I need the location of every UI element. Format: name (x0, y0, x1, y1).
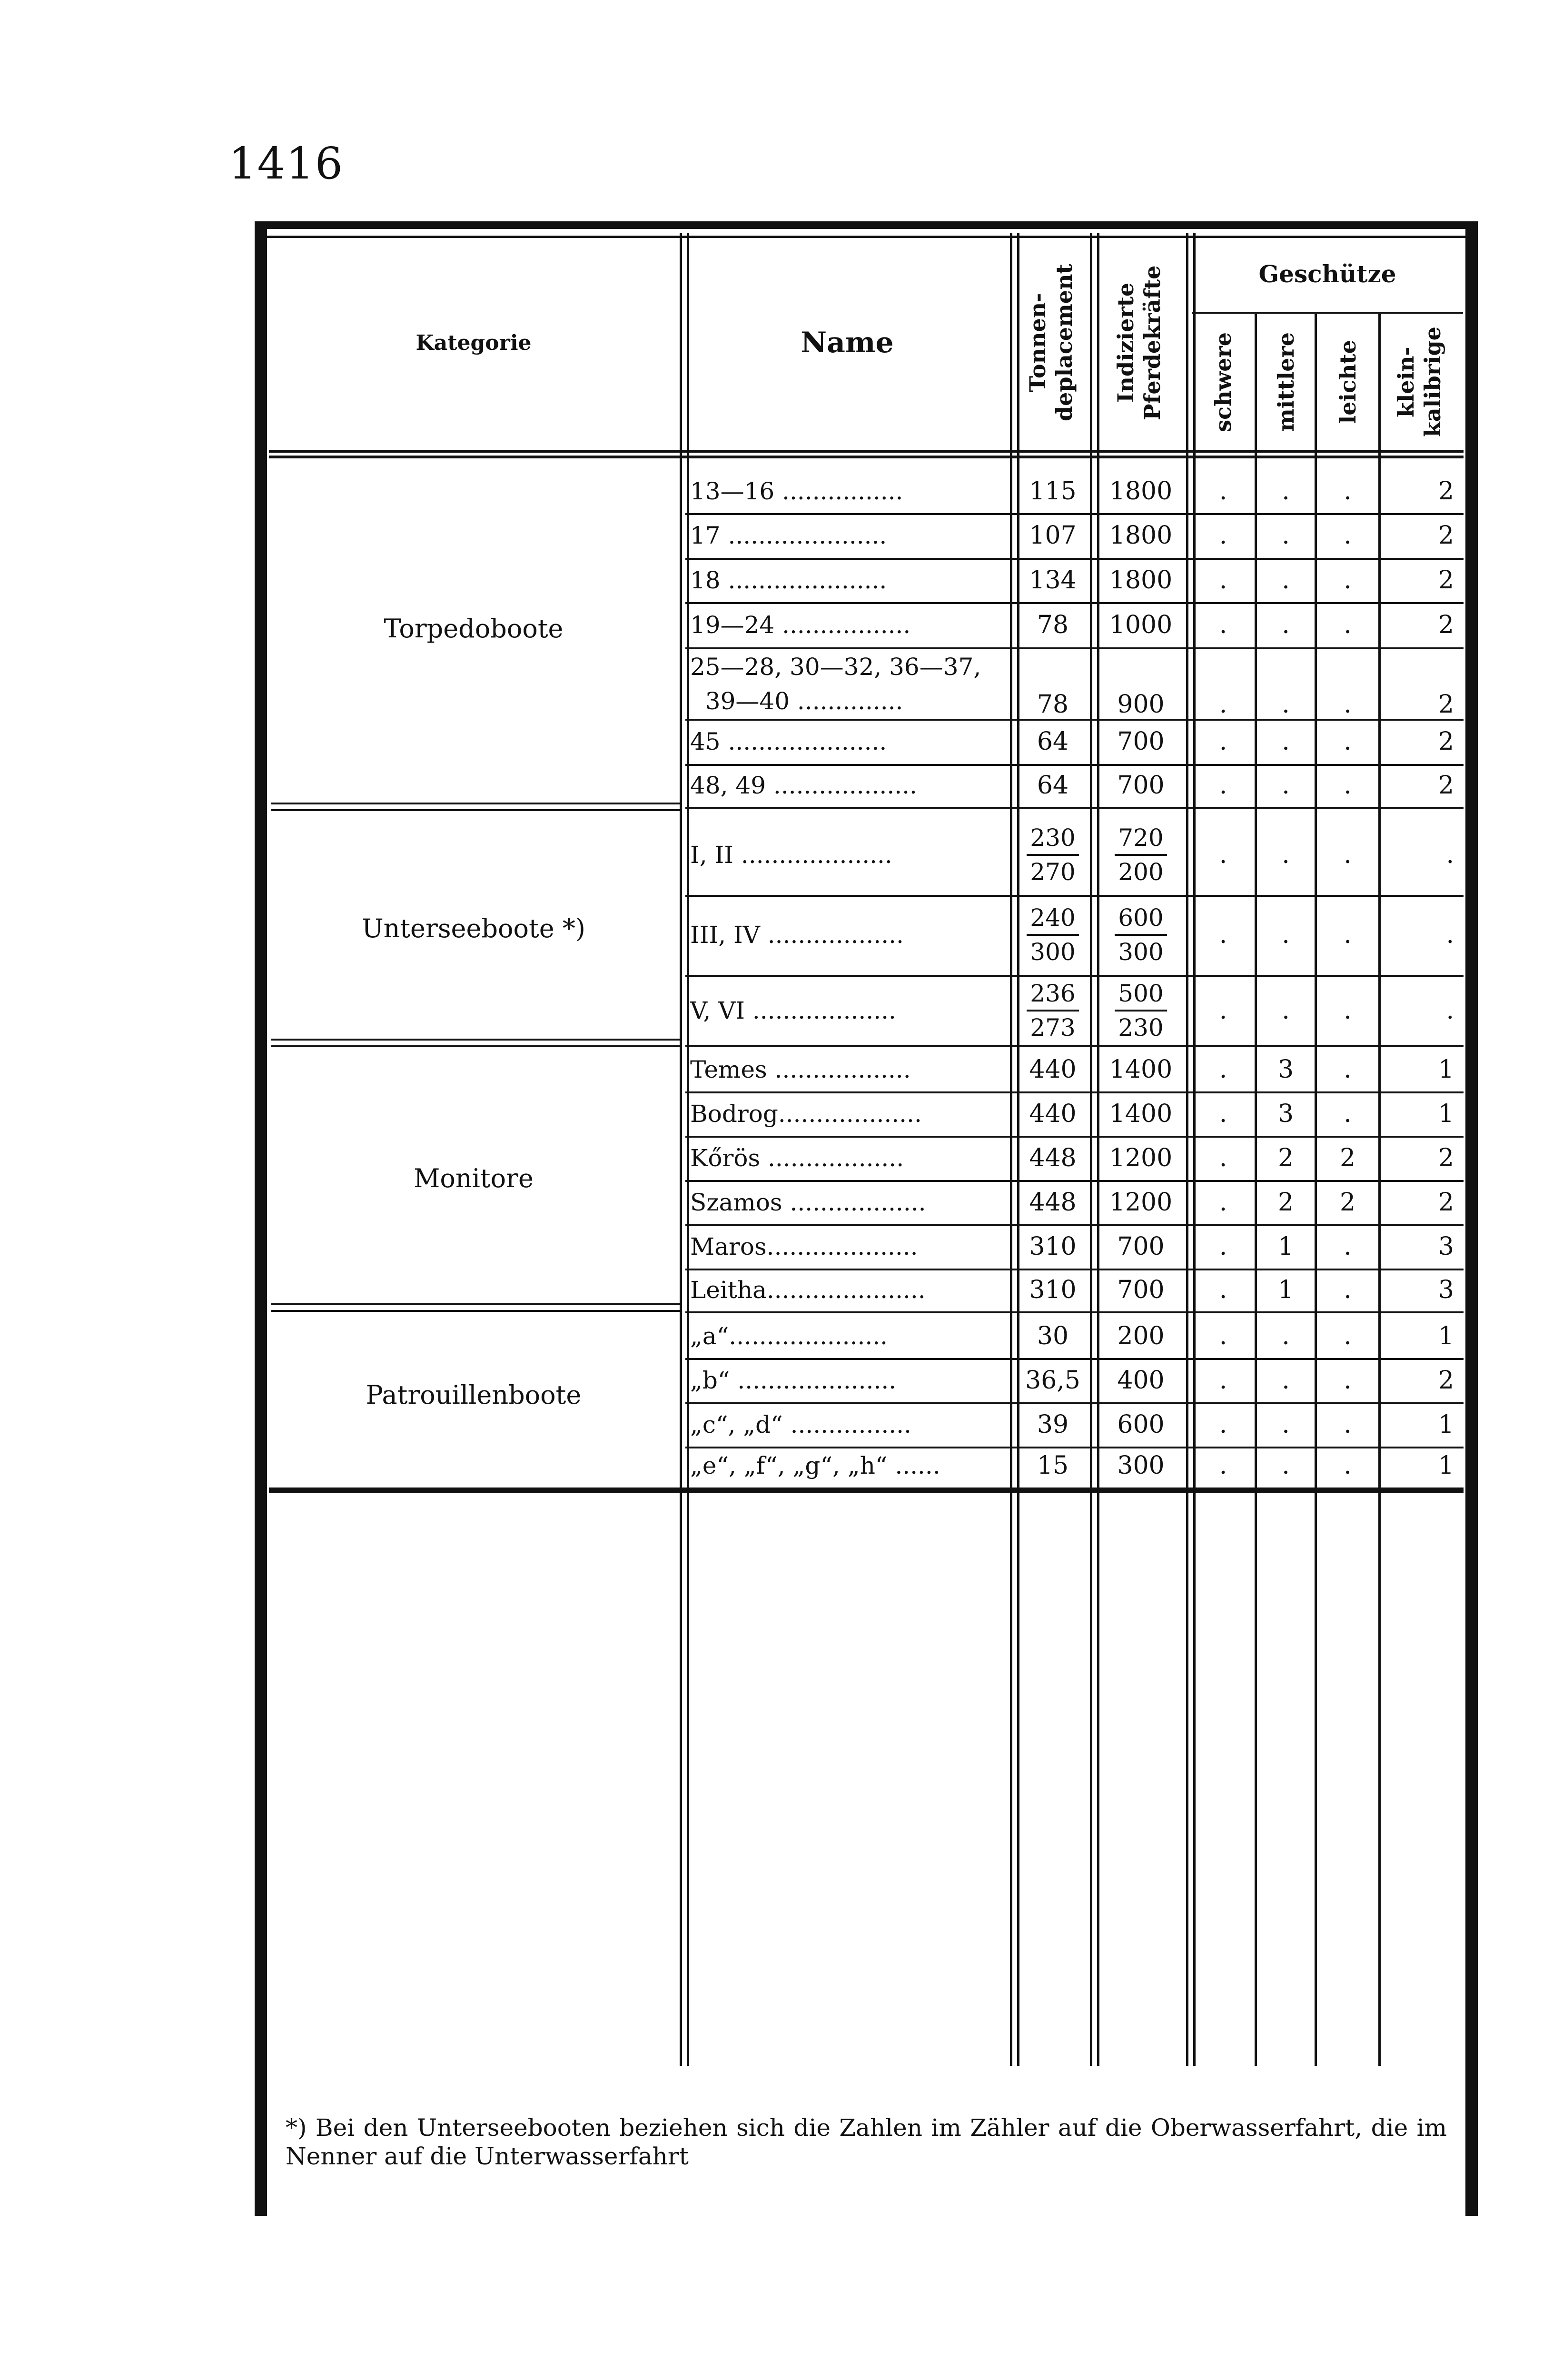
row-guns-light: . (1344, 921, 1352, 949)
horsepower-fraction-numerator: 500 (1118, 979, 1164, 1007)
category-separator (271, 1039, 681, 1041)
row-horsepower: 1400 (1109, 1055, 1173, 1084)
row-horsepower (1096, 895, 1186, 975)
category-separator (271, 803, 681, 804)
table-end-rule (269, 1488, 1464, 1493)
category-torpedoboote: Torpedoboote (384, 613, 564, 644)
row-guns-small: 1 (1438, 1321, 1454, 1350)
row-guns-small: 2 (1438, 521, 1454, 550)
horsepower-fraction-bar (1115, 1010, 1167, 1012)
category-unterseeboote: Unterseeboote *) (362, 913, 585, 943)
row-guns-medium: . (1282, 690, 1290, 719)
row-name: Maros.................... (690, 1232, 918, 1260)
row-tonnage: 448 (1029, 1143, 1077, 1172)
horsepower-fraction-denominator: 230 (1118, 1013, 1164, 1041)
row-guns-light: . (1344, 1321, 1352, 1350)
row-tonnage: 39 (1037, 1410, 1069, 1439)
row-guns-light: . (1344, 1276, 1352, 1304)
row-name: Leitha..................... (690, 1276, 926, 1304)
row-guns-medium: 3 (1277, 1099, 1294, 1128)
tonnage-fraction-bar (1027, 934, 1079, 936)
row-guns-small: 1 (1438, 1410, 1454, 1439)
row-guns-small: 1 (1438, 1099, 1454, 1128)
row-guns-medium: . (1282, 521, 1290, 550)
row-guns-medium: 3 (1277, 1055, 1294, 1084)
row-guns-medium: . (1282, 610, 1290, 639)
row-guns-small: 2 (1438, 1366, 1454, 1395)
horsepower-fraction-numerator: 600 (1118, 904, 1164, 932)
row-name: Szamos .................. (690, 1188, 926, 1216)
row-guns-heavy: . (1219, 841, 1227, 869)
row-guns-heavy: . (1219, 1055, 1227, 1084)
header-schwere-label: schwere (1210, 332, 1236, 432)
row-tonnage: 310 (1029, 1232, 1077, 1261)
row-guns-light: . (1344, 771, 1352, 800)
tonnage-fraction (1027, 823, 1079, 887)
row-guns-light: 2 (1339, 1143, 1356, 1172)
row-guns-light: 2 (1339, 1188, 1356, 1217)
row-guns-heavy: . (1219, 1366, 1227, 1395)
tonnage-fraction-denominator: 273 (1030, 1013, 1076, 1041)
tonnage-fraction (1027, 902, 1079, 967)
row-name: 48, 49 ................... (690, 772, 917, 799)
row-guns-medium: 2 (1277, 1188, 1294, 1217)
header-name: Name (801, 326, 894, 359)
row-guns-heavy: . (1219, 1276, 1227, 1304)
row-tonnage (1016, 895, 1090, 975)
row-guns-medium: . (1282, 921, 1290, 949)
row-horsepower: 700 (1117, 1276, 1165, 1304)
row-guns-small: . (1446, 841, 1454, 869)
row-horsepower: 900 (1117, 690, 1165, 719)
row-guns-heavy: . (1219, 1143, 1227, 1172)
category-patrouillenboote: Patrouillenboote (366, 1379, 582, 1410)
row-name: Bodrog................... (690, 1100, 922, 1128)
row-guns-small: 3 (1438, 1276, 1454, 1304)
row-separator (685, 807, 1464, 809)
row-name: 18 ..................... (690, 566, 887, 594)
header-tonnen (1016, 238, 1090, 447)
horsepower-fraction (1115, 902, 1167, 967)
category-separator (271, 1310, 681, 1312)
header-leichte (1317, 317, 1378, 447)
row-guns-small: 2 (1438, 476, 1454, 506)
row-guns-small: 2 (1438, 727, 1454, 756)
row-guns-small: 3 (1438, 1232, 1454, 1261)
row-name: 13—16 ................ (690, 477, 903, 505)
row-guns-light: . (1344, 521, 1352, 550)
row-name: „a“..................... (690, 1322, 888, 1350)
category-monitore: Monitore (414, 1163, 534, 1193)
tonnage-fraction (1027, 978, 1079, 1043)
row-tonnage: 64 (1037, 727, 1069, 756)
row-name: „e“, „f“, „g“, „h“ ...... (690, 1452, 940, 1479)
row-tonnage: 107 (1029, 521, 1077, 550)
tonnage-fraction-numerator: 230 (1030, 824, 1076, 852)
row-guns-light: . (1344, 565, 1352, 595)
row-guns-small: 1 (1438, 1055, 1454, 1084)
row-horsepower (1096, 976, 1186, 1045)
row-guns-small: 2 (1438, 1188, 1454, 1217)
row-name: 45 ..................... (690, 727, 887, 755)
row-tonnage: 440 (1029, 1099, 1077, 1128)
header-kleinkalibrige (1381, 317, 1462, 447)
row-tonnage: 448 (1029, 1188, 1077, 1217)
row-tonnage: 64 (1037, 771, 1069, 800)
row-guns-medium: . (1282, 771, 1290, 800)
row-guns-heavy: . (1219, 1099, 1227, 1128)
row-guns-heavy: . (1219, 727, 1227, 756)
header-geschuetze: Geschütze (1258, 259, 1396, 288)
row-horsepower (1096, 815, 1186, 895)
row-guns-light: . (1344, 1055, 1352, 1084)
row-guns-light: . (1344, 476, 1352, 506)
row-horsepower: 700 (1117, 727, 1165, 756)
row-tonnage: 78 (1037, 690, 1069, 719)
row-guns-medium: . (1282, 727, 1290, 756)
row-guns-small: 2 (1438, 690, 1454, 719)
row-horsepower: 1800 (1109, 565, 1173, 595)
category-separator (271, 1303, 681, 1305)
category-separator (271, 809, 681, 811)
row-name: „c“, „d“ ................ (690, 1410, 911, 1438)
horsepower-fraction-bar (1115, 854, 1167, 856)
row-guns-light: . (1344, 727, 1352, 756)
row-guns-medium: . (1282, 1321, 1290, 1350)
row-guns-medium: . (1282, 841, 1290, 869)
header-kategorie: Kategorie (415, 330, 532, 355)
row-guns-small: 2 (1438, 565, 1454, 595)
row-guns-medium: . (1282, 1451, 1290, 1480)
row-guns-light: . (1344, 1451, 1352, 1480)
tonnage-fraction-denominator: 270 (1030, 858, 1076, 886)
row-guns-heavy: . (1219, 921, 1227, 949)
row-horsepower: 1200 (1109, 1188, 1173, 1217)
row-guns-medium: 1 (1277, 1232, 1294, 1261)
row-guns-heavy: . (1219, 1451, 1227, 1480)
row-tonnage: 134 (1029, 565, 1077, 595)
header-tonnen-label: Tonnen-deplacement (1025, 264, 1077, 422)
row-guns-medium: 1 (1277, 1276, 1294, 1304)
tonnage-fraction-numerator: 236 (1030, 979, 1076, 1007)
row-guns-small: 1 (1438, 1451, 1454, 1480)
row-guns-medium: . (1282, 565, 1290, 595)
row-name: Temes .................. (690, 1055, 911, 1083)
row-guns-light: . (1344, 690, 1352, 719)
row-name: 19—24 ................. (690, 611, 911, 639)
row-guns-small: 2 (1438, 610, 1454, 639)
row-guns-heavy: . (1219, 690, 1227, 719)
row-guns-small: 2 (1438, 771, 1454, 800)
row-guns-light: . (1344, 1099, 1352, 1128)
row-horsepower: 300 (1117, 1451, 1165, 1480)
row-guns-heavy: . (1219, 771, 1227, 800)
header-leichte-label: leichte (1335, 340, 1361, 424)
row-tonnage: 440 (1029, 1055, 1077, 1084)
header-mittlere-label: mittlere (1273, 332, 1299, 432)
row-guns-light: . (1344, 841, 1352, 869)
row-guns-light: . (1344, 1232, 1352, 1261)
horsepower-fraction-denominator: 200 (1118, 858, 1164, 886)
row-guns-heavy: . (1219, 996, 1227, 1025)
horsepower-fraction (1115, 823, 1167, 887)
col-line-kategorie (680, 233, 689, 2066)
header-ps (1096, 238, 1186, 447)
row-guns-heavy: . (1219, 1321, 1227, 1350)
tonnage-fraction-numerator: 240 (1030, 904, 1076, 932)
row-guns-heavy: . (1219, 1410, 1227, 1439)
horsepower-fraction (1115, 978, 1167, 1043)
row-name: Kőrös .................. (690, 1144, 904, 1172)
row-name: V, VI ................... (690, 996, 896, 1024)
row-tonnage: 15 (1037, 1451, 1069, 1480)
row-guns-light: . (1344, 1410, 1352, 1439)
row-guns-heavy: . (1219, 565, 1227, 595)
row-tonnage: 78 (1037, 610, 1069, 639)
row-tonnage (1016, 976, 1090, 1045)
row-guns-heavy: . (1219, 1188, 1227, 1217)
row-name: 25—28, 30—32, 36—37, 39—40 .............. (690, 653, 981, 715)
horsepower-fraction-bar (1115, 934, 1167, 936)
row-horsepower: 1400 (1109, 1099, 1173, 1128)
row-guns-small: . (1446, 921, 1454, 949)
row-guns-heavy: . (1219, 476, 1227, 506)
header-mittlere (1257, 317, 1315, 447)
row-name: „b“ ..................... (690, 1366, 897, 1394)
row-name: 17 ..................... (690, 522, 887, 549)
tonnage-fraction-bar (1027, 854, 1079, 856)
row-guns-medium: . (1282, 1410, 1290, 1439)
row-guns-light: . (1344, 996, 1352, 1025)
geschuetze-underline (1192, 312, 1463, 314)
horsepower-fraction-denominator: 300 (1118, 938, 1164, 966)
category-separator (271, 1045, 681, 1047)
row-horsepower: 700 (1117, 771, 1165, 800)
row-name: I, II .................... (690, 841, 892, 869)
header-schwere (1192, 317, 1255, 447)
row-horsepower: 400 (1117, 1366, 1165, 1395)
row-horsepower: 1800 (1109, 521, 1173, 550)
row-tonnage: 310 (1029, 1276, 1077, 1304)
row-tonnage: 115 (1029, 476, 1077, 506)
row-separator (685, 1311, 1464, 1313)
row-guns-light: . (1344, 610, 1352, 639)
row-guns-light: . (1344, 1366, 1352, 1395)
tonnage-fraction-bar (1027, 1010, 1079, 1012)
row-name: III, IV .................. (690, 921, 904, 949)
row-horsepower: 700 (1117, 1232, 1165, 1261)
row-horsepower: 1000 (1109, 610, 1173, 639)
footnote: *) Bei den Unterseebooten beziehen sich die Zahlen im Zähler auf die Oberwasserfahrt, die im Nenner auf die Unterwasserfahrt (286, 2114, 1447, 2170)
page-number: 1416 (228, 138, 344, 189)
row-tonnage: 30 (1037, 1321, 1069, 1350)
row-separator (685, 1045, 1464, 1047)
row-guns-heavy: . (1219, 610, 1227, 639)
tonnage-fraction-denominator: 300 (1030, 938, 1076, 966)
horsepower-fraction-numerator: 720 (1118, 824, 1164, 852)
header-rule (269, 450, 1464, 458)
row-guns-medium: . (1282, 1366, 1290, 1395)
row-horsepower: 1800 (1109, 476, 1173, 506)
row-horsepower: 200 (1117, 1321, 1165, 1350)
header-kleinkalibrige-label: klein-kalibrige (1393, 327, 1445, 437)
row-tonnage (1016, 815, 1090, 895)
row-guns-heavy: . (1219, 1232, 1227, 1261)
row-guns-heavy: . (1219, 521, 1227, 550)
row-guns-small: . (1446, 996, 1454, 1025)
header-ps-label: Indizierte Pferdekräfte (1113, 265, 1165, 420)
row-guns-small: 2 (1438, 1143, 1454, 1172)
row-tonnage: 36,5 (1025, 1366, 1080, 1395)
row-guns-medium: 2 (1277, 1143, 1294, 1172)
row-horsepower: 600 (1117, 1410, 1165, 1439)
row-guns-medium: . (1282, 476, 1290, 506)
row-guns-medium: . (1282, 996, 1290, 1025)
row-horsepower: 1200 (1109, 1143, 1173, 1172)
